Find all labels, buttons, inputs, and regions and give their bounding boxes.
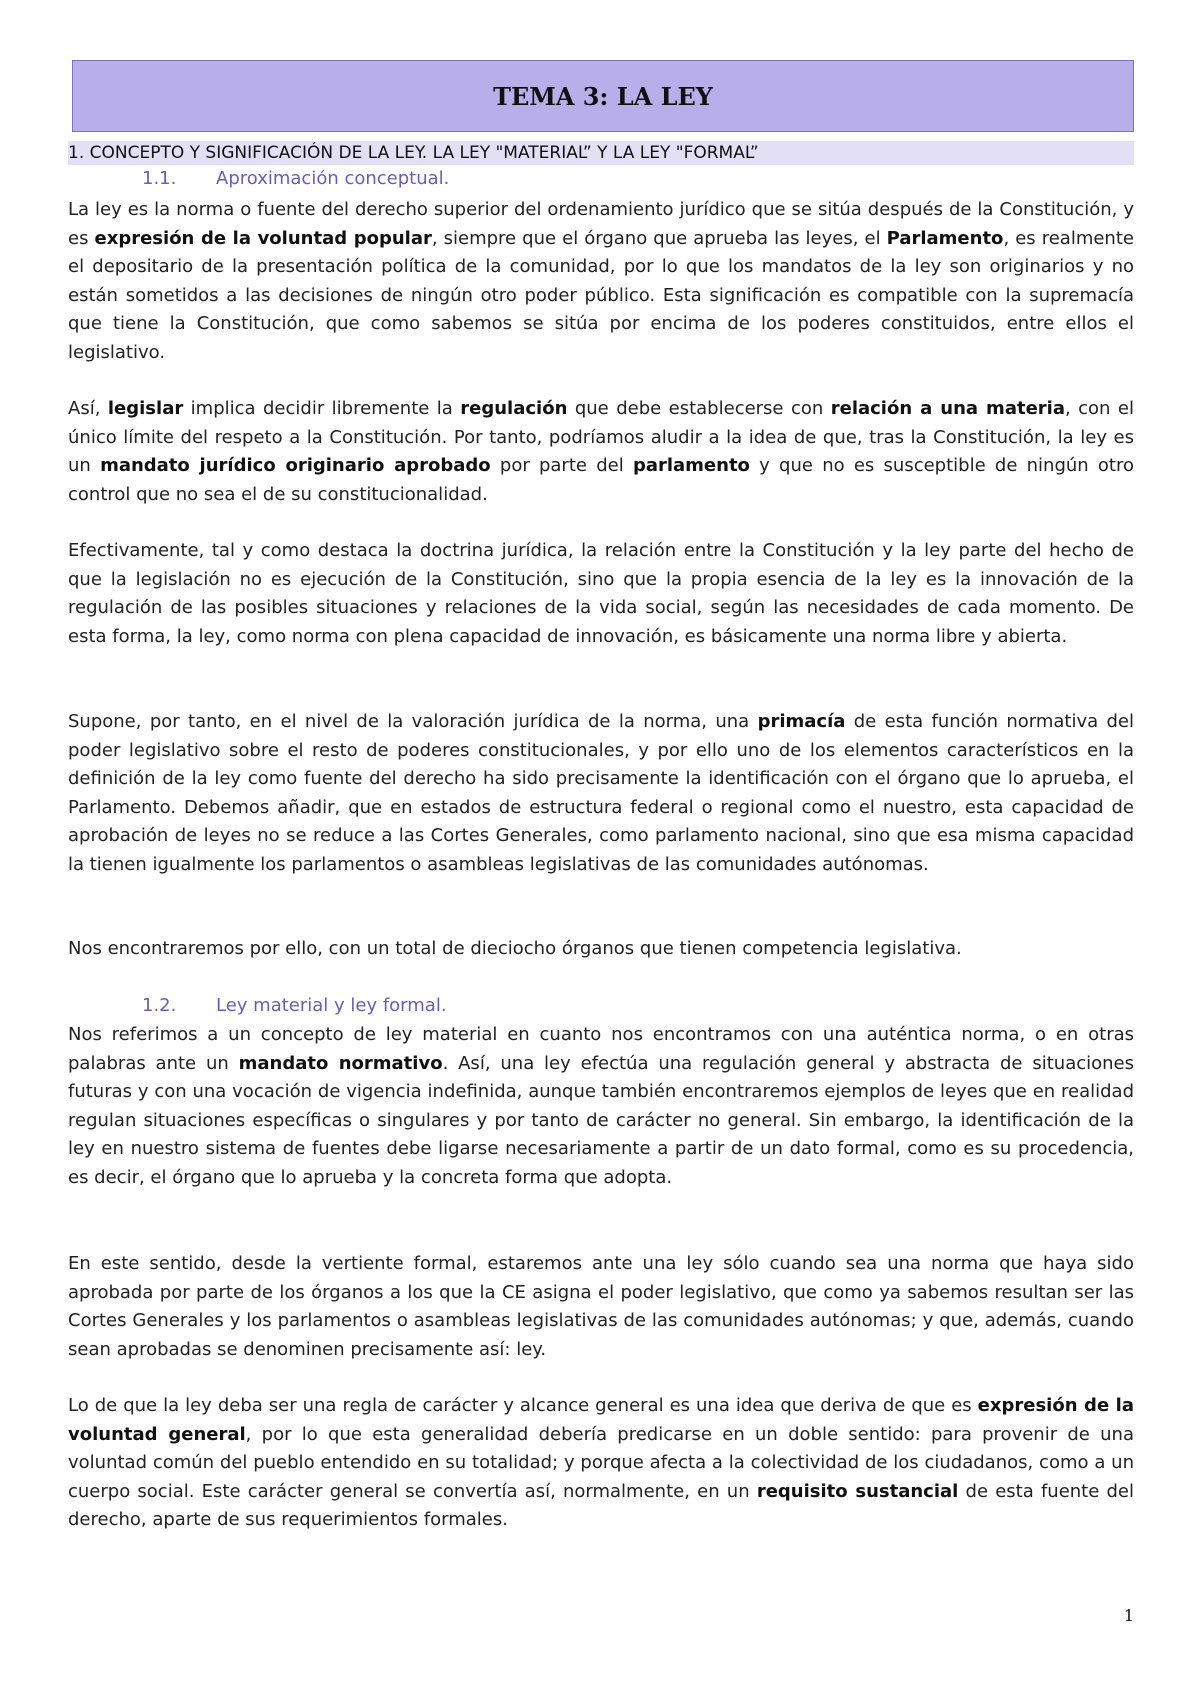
paragraph-5: Nos encontraremos por ello, con un total de dieciocho órganos que tienen competencia legislativa.: [68, 938, 962, 959]
subsection-number: 1.2.: [142, 995, 177, 1016]
paragraph-4: Supone, por tanto, en el nivel de la valoración jurídica de la norma, una primacía de esta función normativa del poder legislativo sobre el resto de poderes constitucionales, y por ello uno de los elementos característicos en la definición de la ley como fuente del derecho ha sido precisamente la identificación con el órgano que lo aprueba, el Parlamento. Debemos añadir, que en estados de estructura federal o regional como el nuestro, esta capacidad de aprobación de leyes no se reduce a las Cortes Generales, como parlamento nacional, sino que esa misma capacidad la tienen igualmente los parlamentos o asambleas legislativas de las comunidades autónomas.: [68, 711, 1134, 875]
subsection-heading-1-2: [142, 994, 447, 1018]
paragraph-7: En este sentido, desde la vertiente formal, estaremos ante una ley sólo cuando sea una norma que haya sido aprobada por parte de los órganos a los que la CE asigna el poder legislativo, que como ya sabemos resultan ser las Cortes Generales y los parlamentos o asambleas legislativas de las comunidades autónomas; y que, además, cuando sean aprobadas se denominen precisamente así: ley.: [68, 1253, 1134, 1360]
paragraph-2: Así, legislar implica decidir libremente la regulación que debe establecerse con relación a una materia, con el único límite del respeto a la Constitución. Por tanto, podríamos aludir a la idea de que, tras la Constitución, la ley es un mandato jurídico originario aprobado por parte del parlamento y que no es susceptible de ningún otro control que no sea el de su constitucionalidad.: [68, 398, 1135, 505]
subsection-title: Ley material y ley formal.: [216, 995, 447, 1016]
section-heading: 1. CONCEPTO Y SIGNIFICACIÓN DE LA LEY. LA LEY "MATERIAL” Y LA LEY "FORMAL”: [68, 141, 1134, 165]
page-number: 1: [1123, 1606, 1134, 1625]
title-banner: [72, 60, 1134, 132]
paragraph-8: Lo de que la ley deba ser una regla de carácter y alcance general es una idea que deriva de que es expresión de la voluntad general, por lo que esta generalidad debería predicarse en un doble sentido: para provenir de una voluntad común del pueblo entendido en su totalidad; y porque afecta a la colectividad de los ciudadanos, como a un cuerpo social. Este carácter general se convertía así, normalmente, en un requisito sustancial de esta fuente del derecho, aparte de sus requerimientos formales.: [68, 1395, 1134, 1530]
document-title: TEMA 3: LA LEY: [493, 81, 713, 111]
subsection-number: 1.1.: [142, 168, 177, 189]
subsection-heading-1-1: [142, 167, 449, 191]
paragraph-3: Efectivamente, tal y como destaca la doctrina jurídica, la relación entre la Constitución y la ley parte del hecho de que la legislación no es ejecución de la Constitución, sino que la propia esencia de la ley es la innovación de la regulación de las posibles situaciones y relaciones de la vida social, según las necesidades de cada momento. De esta forma, la ley, como norma con plena capacidad de innovación, es básicamente una norma libre y abierta.: [68, 540, 1134, 647]
subsection-title: Aproximación conceptual.: [216, 168, 450, 189]
paragraph-6: Nos referimos a un concepto de ley material en cuanto nos encontramos con una auténtica norma, o en otras palabras ante un mandato normativo. Así, una ley efectúa una regulación general y abstracta de situaciones futuras y con una vocación de vigencia indefinida, aunque también encontraremos ejemplos de leyes que en realidad regulan situaciones específicas o singulares y por tanto de carácter no general. Sin embargo, la identificación de la ley en nuestro sistema de fuentes debe ligarse necesariamente a partir de un dato formal, como es su procedencia, es decir, el órgano que lo aprueba y la concreta forma que adopta.: [68, 1024, 1134, 1188]
paragraph-1: La ley es la norma o fuente del derecho superior del ordenamiento jurídico que se sitúa después de la Constitución, y es expresión de la voluntad popular, siempre que el órgano que aprueba las leyes, el Parlamento, es realmente el depositario de la presentación política de la comunidad, por lo que los mandatos de la ley son originarios y no están sometidos a las decisiones de ningún otro poder público. Esta significación es compatible con la supremacía que tiene la Constitución, que como sabemos se sitúa por encima de los poderes constituidos, entre ellos el legislativo.: [68, 199, 1134, 363]
